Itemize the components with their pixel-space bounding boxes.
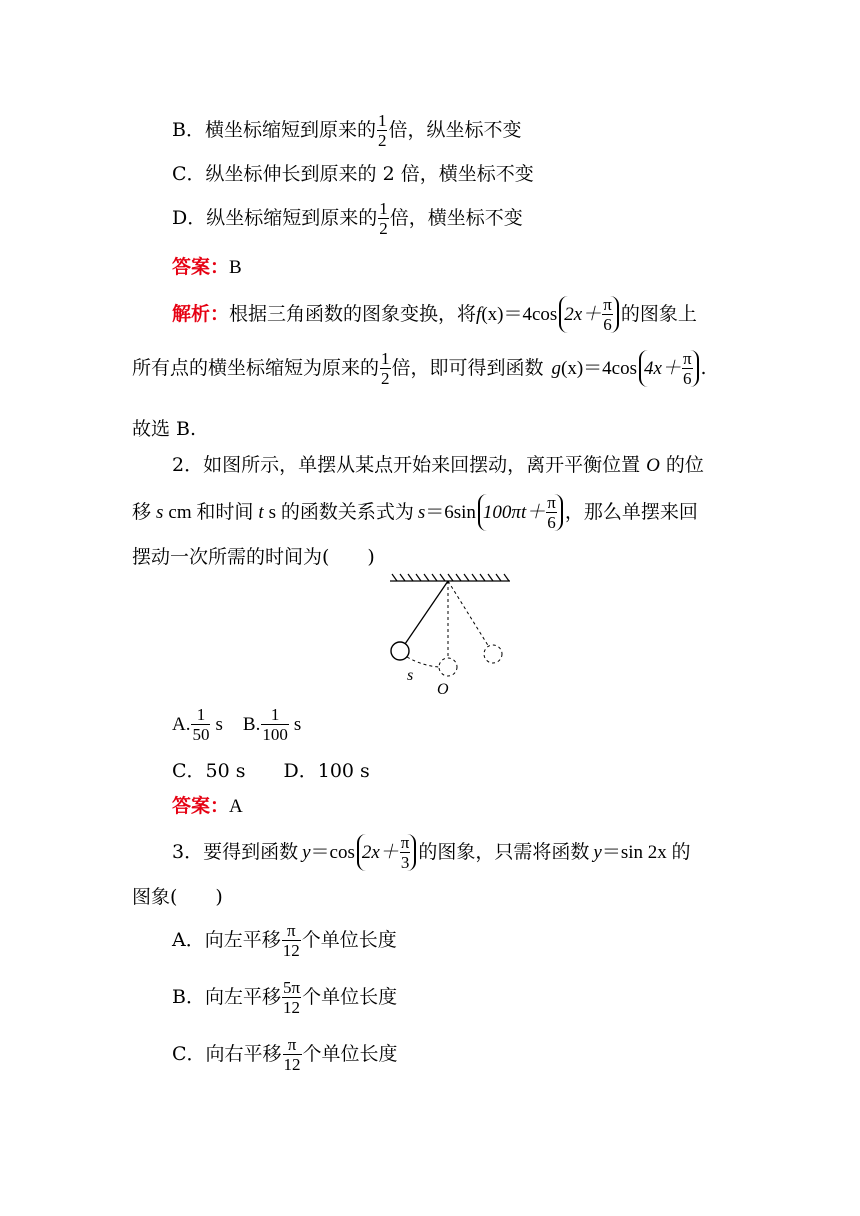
- question-3-option-b: B．向左平移 $\frac{5\pi}{12}$ 个单位长度: [172, 978, 398, 1017]
- fraction: $\frac{\pi}{3}$: [400, 833, 410, 872]
- pendulum-string: [405, 581, 448, 644]
- analysis-line-1: 解析： 根据三角函数的图象变换，将 f (x)＝4cos 2x＋ $\frac{\pi}{6}$ 的图象上: [172, 295, 697, 334]
- question-2-line-2: 移 s cm 和时间 t s 的函数关系式为 s ＝6sin 100πt＋ $\frac{\pi}{6}$ ，那么单摆来回: [132, 493, 698, 532]
- analysis-line-2: 所有点的横坐标缩短为原来的 $\frac{1}{2}$ 倍，即可得到函数 g (x)＝4cos 4x＋ $\frac{\pi}{6}$ .: [132, 349, 707, 388]
- fraction: $\frac{\pi}{6}$: [682, 349, 692, 388]
- fraction: $\frac{1}{100}$: [262, 705, 288, 744]
- fraction: $\frac{1}{2}$: [377, 111, 387, 150]
- question-2-line-3: 摆动一次所需的时间为( ): [132, 546, 375, 568]
- swing-string: [448, 581, 489, 647]
- question-3-line-1: 3．要得到函数 y ＝cos 2x＋ $\frac{\pi}{3}$ 的图象，只需将函数 y ＝sin 2x 的: [172, 833, 691, 872]
- fraction: $\frac{1}{50}$: [192, 705, 210, 744]
- label-s: s: [407, 667, 414, 684]
- question-2-options-cd: C．50 s D．100 s: [172, 760, 370, 782]
- label-O: O: [437, 681, 449, 698]
- option-d: D．纵坐标缩短到原来的 $\frac{1}{2}$ 倍，横坐标不变: [172, 199, 523, 238]
- fraction: $\frac{\pi}{12}$: [283, 1035, 301, 1074]
- question-3-line-2: 图象( ): [132, 886, 223, 908]
- fraction: $\frac{5\pi}{12}$: [282, 978, 301, 1017]
- fraction: $\frac{1}{2}$: [379, 199, 388, 238]
- pendulum-diagram: [385, 572, 515, 700]
- fraction: $\frac{1}{2}$: [381, 349, 390, 388]
- question-3-option-c: C．向右平移 $\frac{\pi}{12}$ 个单位长度: [172, 1035, 398, 1074]
- pendulum-figure: [385, 572, 515, 700]
- parenthesis-group: 100πt＋ $\frac{\pi}{6}$: [478, 494, 563, 531]
- question-2-options-ab: A. $\frac{1}{50}$ s B. $\frac{1}{100}$ s: [172, 705, 302, 744]
- ceiling-hatch: [390, 574, 510, 581]
- option-c: C．纵坐标伸长到原来的 2 倍，横坐标不变: [172, 163, 534, 185]
- answer-2: 答案： A: [172, 795, 243, 817]
- fraction: $\frac{\pi}{6}$: [547, 493, 556, 532]
- fraction: $\frac{\pi}{6}$: [603, 295, 612, 334]
- pendulum-bob: [391, 642, 409, 660]
- question-3-option-a: A．向左平移 $\frac{\pi}{12}$ 个单位长度: [172, 921, 397, 960]
- swing-bob: [484, 645, 502, 663]
- arc-s: [407, 657, 439, 667]
- option-b: B．横坐标缩短到原来的 $\frac{1}{2}$ 倍，纵坐标不变: [172, 111, 522, 150]
- question-2-line-1: 2．如图所示，单摆从某点开始来回摆动，离开平衡位置 O 的位: [172, 454, 704, 476]
- parenthesis-group: 2x＋ $\frac{\pi}{6}$: [559, 296, 619, 333]
- answer-1: 答案： B: [172, 256, 242, 278]
- parenthesis-group: 2x＋ $\frac{\pi}{3}$: [357, 834, 417, 871]
- equilibrium-bob: [439, 658, 457, 676]
- analysis-line-3: 故选 B.: [132, 418, 197, 440]
- parenthesis-group: 4x＋ $\frac{\pi}{6}$: [639, 350, 699, 387]
- fraction: $\frac{\pi}{12}$: [282, 921, 300, 960]
